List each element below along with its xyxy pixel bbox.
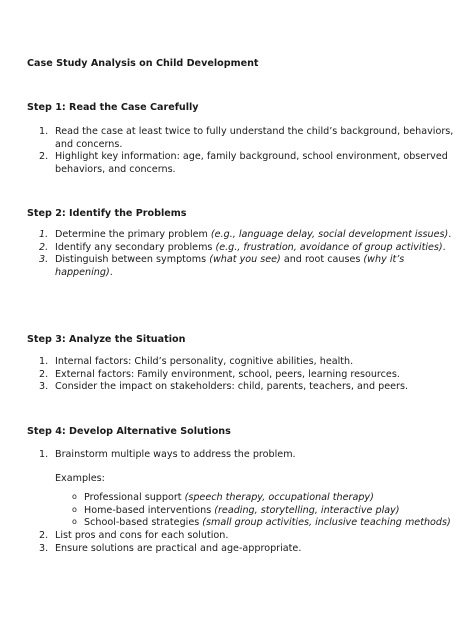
bullet-marker: o xyxy=(72,504,77,514)
step2-list xyxy=(27,229,454,279)
list-item xyxy=(27,381,454,394)
list-item xyxy=(27,505,454,518)
item-number: 2. xyxy=(39,368,49,380)
item-example: (e.g., frustration, avoidance of group activities) xyxy=(215,241,443,253)
item-number: 1. xyxy=(39,126,49,137)
list-item xyxy=(27,254,454,279)
item-end: . xyxy=(109,266,113,278)
list-item xyxy=(27,543,454,556)
item-text: Determine the primary problem xyxy=(55,229,211,240)
item-number: 2. xyxy=(39,529,49,541)
item-example: (speech therapy, occupational therapy) xyxy=(184,492,374,504)
step2-heading: Step 2: Identify the Problems xyxy=(27,208,187,219)
bullet-marker: o xyxy=(72,517,77,527)
step4-list xyxy=(27,449,454,555)
item-example-2: (why it’s happening) xyxy=(55,254,405,278)
item-number: 1. xyxy=(39,449,49,460)
list-item xyxy=(27,517,454,530)
item-text: Ensure solutions are practical and age-appropriate. xyxy=(55,542,302,554)
list-item xyxy=(27,151,454,176)
item-number: 2. xyxy=(39,241,49,253)
item-number: 3. xyxy=(39,254,49,266)
item-text: Internal factors: Child’s personality, cognitive abilities, health. xyxy=(55,356,354,367)
list-item xyxy=(27,126,454,151)
item-end: . xyxy=(442,241,446,253)
list-item xyxy=(27,449,454,462)
item-example: (small group activities, inclusive teaching methods) xyxy=(202,517,451,529)
item-text: Read the case at least twice to fully understand the child’s background, behaviors, and concerns. xyxy=(55,126,454,150)
item-number: 3. xyxy=(39,381,49,393)
document-title: Case Study Analysis on Child Development xyxy=(27,58,259,69)
item-number: 3. xyxy=(39,542,49,554)
item-text: External factors: Family environment, school, peers, learning resources. xyxy=(55,368,400,380)
step1-heading: Step 1: Read the Case Carefully xyxy=(27,102,199,113)
step4-heading: Step 4: Develop Alternative Solutions xyxy=(27,426,231,437)
item-example: (reading, storytelling, interactive play) xyxy=(214,504,400,516)
item-text: Identify any secondary problems xyxy=(55,241,216,253)
item-text: Distinguish between symptoms xyxy=(55,254,210,266)
examples-label: Examples: xyxy=(55,472,105,484)
item-text: List pros and cons for each solution. xyxy=(55,529,229,541)
list-item xyxy=(27,530,454,543)
item-text-2: and root causes xyxy=(280,254,364,266)
item-text: Highlight key information: age, family background, school environment, observed behaviors, and concerns. xyxy=(55,151,448,175)
item-example: (e.g., language delay, social development issues) xyxy=(210,229,449,240)
item-text: Consider the impact on stakeholders: child, parents, teachers, and peers. xyxy=(55,381,408,393)
item-example: (what you see) xyxy=(209,254,281,266)
step1-list xyxy=(27,126,454,176)
list-item xyxy=(27,369,454,382)
item-text: Professional support xyxy=(84,492,185,504)
item-text: Brainstorm multiple ways to address the problem. xyxy=(55,449,296,460)
bullet-marker: o xyxy=(72,492,77,502)
item-number: 2. xyxy=(39,151,49,163)
step3-list xyxy=(27,356,454,394)
item-text: Home-based interventions xyxy=(84,504,215,516)
step3-heading: Step 3: Analyze the Situation xyxy=(27,334,186,345)
item-number: 1. xyxy=(39,356,49,367)
item-end: . xyxy=(448,229,452,240)
list-item xyxy=(27,356,454,369)
item-text: School-based strategies xyxy=(84,517,203,529)
list-item xyxy=(27,492,454,505)
list-item xyxy=(27,242,454,255)
list-item xyxy=(27,229,454,242)
item-number: 1. xyxy=(39,229,49,240)
